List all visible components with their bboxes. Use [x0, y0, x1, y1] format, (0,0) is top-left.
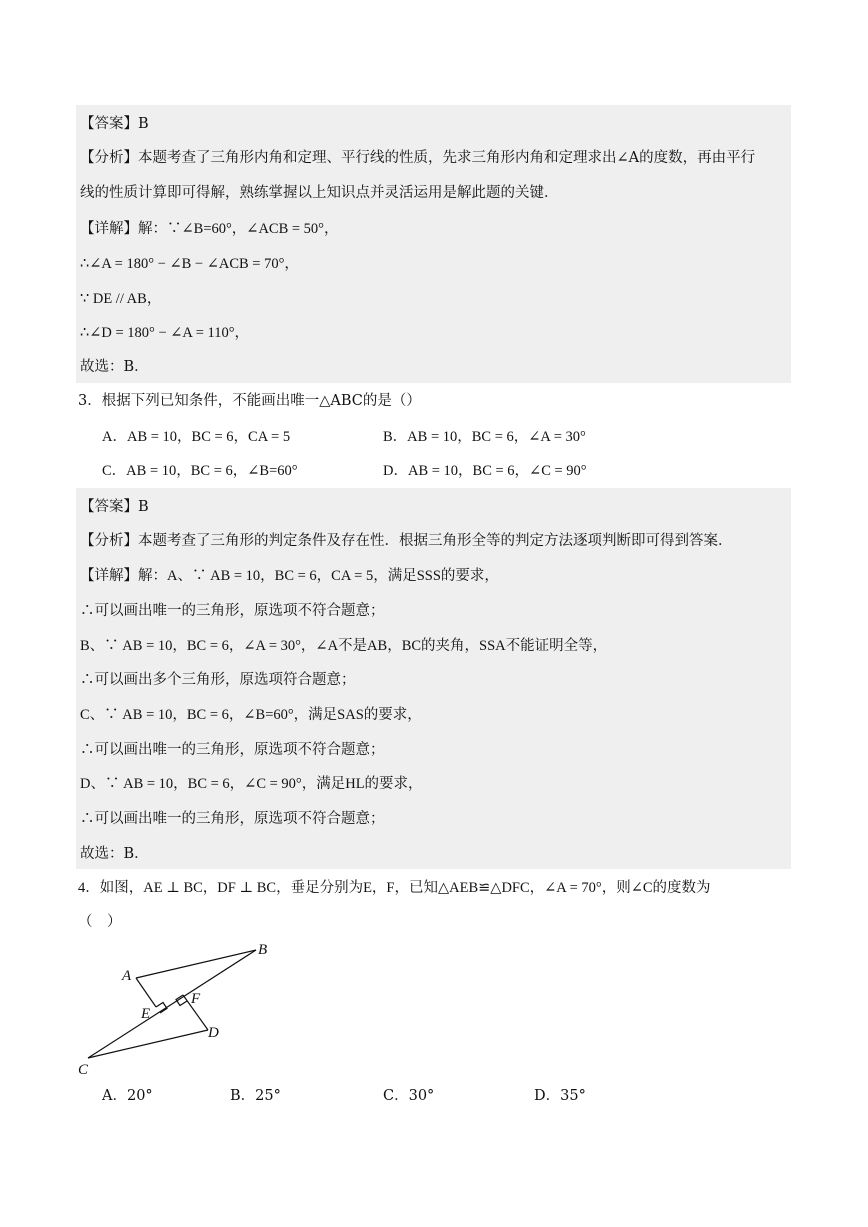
q2-detail-line2: ∴∠A = 180° − ∠B − ∠ACB = 70°， — [80, 256, 299, 272]
segment-cd — [88, 1030, 208, 1058]
q3-option-d: D．AB = 10，BC = 6，∠C = 90° — [383, 463, 587, 479]
q3-analysis: 【分析】本题考查了三角形的判定条件及存在性．根据三角形全等的判定方法逐项判断即可得到答案． — [80, 533, 733, 549]
q4-option-b: B．25° — [230, 1088, 281, 1104]
q3-stem: 3．根据下列已知条件，不能画出唯一△ABC的是（） — [78, 393, 421, 409]
label-b: B — [258, 942, 268, 958]
segment-ab — [136, 950, 256, 978]
q3-option-a: A．AB = 10，BC = 6，CA = 5 — [102, 429, 291, 445]
q2-answer: 【答案】B — [80, 116, 149, 132]
q4-option-c: C．30° — [383, 1088, 435, 1104]
q3-answer: 【答案】B — [80, 499, 149, 515]
label-a: A — [122, 968, 132, 984]
segment-ae — [136, 978, 156, 1007]
label-e: E — [141, 1006, 151, 1022]
segment-cb — [88, 950, 256, 1058]
q3-detail-c: C、∵ AB = 10，BC = 6，∠B=60°，满足SAS的要求， — [80, 707, 422, 723]
q4-stem-line1: 4．如图，AE ⊥ BC，DF ⊥ BC，垂足分别为E，F，已知△AEB≌△DFC，∠A = 70°，则∠C的度数为 — [78, 880, 711, 896]
label-f: F — [191, 991, 201, 1007]
q3-detail-c-conclusion: ∴可以画出唯一的三角形，原选项不符合题意； — [80, 742, 385, 758]
label-c: C — [78, 1062, 89, 1078]
q2-detail-line4: ∴∠D = 180° − ∠A = 110°， — [80, 325, 250, 341]
q2-conclusion: 故选：B． — [80, 359, 149, 375]
q3-detail-a: 【详解】解：A、∵ AB = 10，BC = 6，CA = 5，满足SSS的要求， — [80, 568, 499, 584]
q4-option-d: D．35° — [534, 1088, 586, 1104]
q2-detail-line1: 【详解】解：∵∠B=60°，∠ACB = 50°， — [80, 221, 339, 237]
q3-option-b: B．AB = 10，BC = 6，∠A = 30° — [383, 429, 586, 445]
q4-geometry-figure — [70, 936, 290, 1082]
q2-analysis-line1: 【分析】本题考查了三角形内角和定理、平行线的性质，先求三角形内角和定理求出∠A的度数，再由平行 — [80, 150, 756, 166]
q3-detail-d: D、∵ AB = 10，BC = 6，∠C = 90°，满足HL的要求， — [80, 776, 423, 792]
label-d: D — [208, 1025, 219, 1041]
q3-detail-b-conclusion: ∴可以画出多个三角形，原选项符合题意； — [80, 672, 356, 688]
q4-option-a: A．20° — [102, 1088, 153, 1104]
q2-analysis-line2: 线的性质计算即可得解，熟练掌握以上知识点并灵活运用是解此题的关键． — [80, 185, 559, 201]
q3-detail-d-conclusion: ∴可以画出唯一的三角形，原选项不符合题意； — [80, 811, 385, 827]
q3-detail-a-conclusion: ∴可以画出唯一的三角形，原选项不符合题意； — [80, 603, 385, 619]
q3-conclusion: 故选：B． — [80, 846, 149, 862]
q2-detail-line3: ∵ DE // AB， — [80, 291, 162, 307]
q3-detail-b: B、∵ AB = 10，BC = 6，∠A = 30°，∠A不是AB，BC的夹角，SSA不能证明全等， — [80, 638, 608, 654]
q4-stem-line2: （ ） — [78, 914, 122, 930]
q3-option-c: C．AB = 10，BC = 6，∠B=60° — [102, 463, 298, 479]
